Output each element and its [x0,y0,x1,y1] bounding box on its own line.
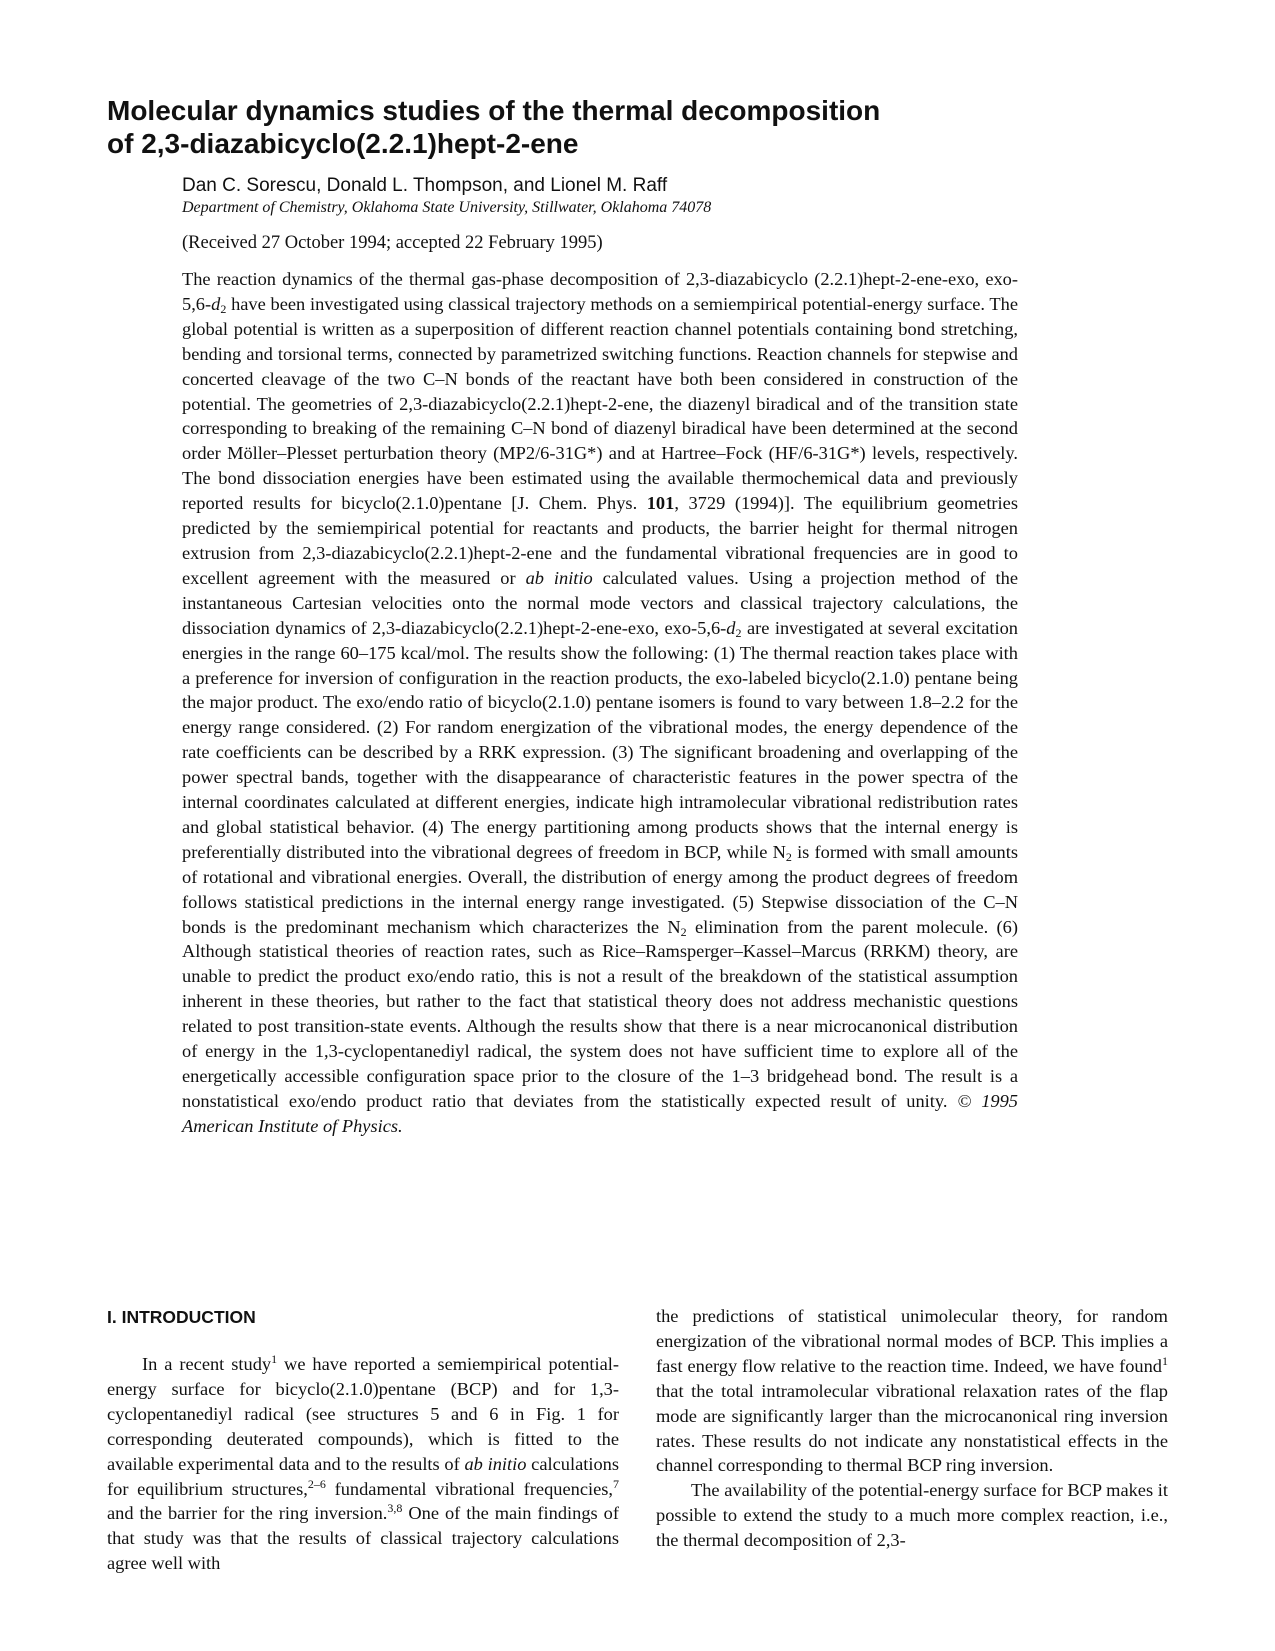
abstract-text: elimination from the parent molecule. (6) Although statistical theories of reaction rates, such as Rice–Ramsperger–Kassel–Marcus (RRKM) theory, are unable to predict the product exo/endo ratio, this is not a result of the breakdown of the statistical assumption inherent in these theories, but rather to the fact that statistical theory does not address mechanistic questions related to post transition-state events. Although the results show that there is a near microcanonical distribution of energy in the 1,3-cyclopentanediyl radical, the system does not have sufficient time to explore all of the energetically accessible configuration space prior to the closure of the 1–3 bridgehead bond. The result is a nonstatistical exo/endo product ratio that deviates from the statistically expected result of unity. [182,916,1018,1111]
abstract-italic-d: d [211,293,221,314]
abstract-volume: 101 [646,493,675,514]
body-text: that the total intramolecular vibrational relaxation rates of the flap mode are significantly larger than the microcanonical ring inversion rates. These results do not indicate any nonstatistical effects in the channel corresponding to thermal BCP ring inversion. [656,1380,1168,1476]
intro-paragraph-continued [656,1304,1168,1478]
abstract-subscript: 2 [220,301,227,316]
section-heading: I. INTRODUCTION [107,1307,256,1327]
title-line-2: of 2,3-diazabicyclo(2.2.1)hept-2-ene [107,128,579,159]
body-text: the predictions of statistical unimolecular theory, for random energization of the vibrational normal modes of BCP. This implies a fast energy flow relative to the reaction time. Indeed, we have found [656,1306,1168,1376]
citation-ref: 2–6 [307,1476,326,1491]
abstract-text: are investigated at several excitation energies in the range 60–175 kcal/mol. The results show the following: (1) The thermal reaction takes place with a preference for inversion of configuration in the reaction products, the exo-labeled bicyclo(2.1.0) pentane being the major product. The exo/endo ratio of bicyclo(2.1.0) pentane isomers is found to vary between 1.8–2.2 for the energy range considered. (2) For random energization of the vibrational modes, the energy dependence of the rate coefficients can be described by a RRK expression. (3) The significant broadening and overlapping of the power spectral bands, together with the disappearance of characteristic features in the power spectra of the internal coordinates calculated at different energies, indicate high intramolecular vibrational redistribution rates and global statistical behavior. (4) The energy partitioning among products shows that the internal energy is preferentially distributed into the vibrational degrees of freedom in BCP, while N [182,617,1018,862]
abstract-subscript: 2 [735,625,742,640]
body-text: One of the main findings of that study was that the results of classical trajectory calculations agree well with [107,1503,620,1574]
affiliation: Department of Chemistry, Oklahoma State University, Stillwater, Oklahoma 74078 [182,199,712,216]
copyright-notice: © 1995 American Institute of Physics. [182,1090,1018,1136]
intro-paragraph: The availability of the potential-energy surface for BCP makes it possible to extend the study to a much more complex reaction, i.e., the thermal decomposition of 2,3- [656,1480,1168,1551]
abstract-text: The reaction dynamics of the thermal gas-phase decomposition of 2,3-diazabicyclo (2.2.1)hept-2-ene-exo, exo-5,6- [182,269,1018,314]
abstract-text: , 3729 (1994)]. The equilibrium geometries predicted by the semiempirical potential for reactants and products, the barrier height for thermal nitrogen extrusion from 2,3-diazabicyclo(2.2.1)hept-2-ene and the fundamental vibrational frequencies are in good to excellent agreement with the measured or [182,493,1018,588]
abstract-text: calculated values. Using a projection method of the instantaneous Cartesian velocities onto the normal mode vectors and classical trajectory calculations, the dissociation dynamics of 2,3-diazabicyclo(2.2.1)hept-2-ene-exo, exo-5,6- [182,567,1018,638]
intro-right-column [656,1304,1168,1553]
author-list: Dan C. Sorescu, Donald L. Thompson, and Lionel M. Raff [182,175,668,196]
received-date: (Received 27 October 1994; accepted 22 February 1995) [182,233,603,253]
body-text: calculations for equilibrium structures, [107,1453,619,1499]
intro-left-column [107,1352,619,1576]
abstract-subscript: 2 [680,924,687,939]
body-text: In a recent study [142,1354,272,1374]
paper-title [107,94,1007,160]
body-text: fundamental vibrational frequencies, [325,1478,614,1499]
abstract [182,267,1018,1139]
citation-ref: 7 [613,1476,620,1491]
body-text: we have reported a semiempirical potential-energy surface for bicyclo(2.1.0)pentane (BCP) and for 1,3-cyclopentanediyl radical (see structures 5 and 6 in Fig. 1 for corresponding deuterated compounds), which is fitted to the available experimental data and to the results of [107,1354,620,1474]
abstract-italic-d: d [726,617,736,638]
abstract-subscript: 2 [785,849,792,864]
citation-ref: 3,8 [387,1501,403,1516]
abstract-text: is formed with small amounts of rotational and vibrational energies. Overall, the distribution of energy among the product degrees of freedom follows statistical predictions in the internal energy range investigated. (5) Stepwise dissociation of the C–N bonds is the predominant mechanism which characterizes the N [182,841,1018,937]
citation-ref: 1 [1162,1353,1168,1368]
abstract-italic: ab initio [525,567,593,588]
body-italic: ab initio [464,1453,527,1474]
title-line-1: Molecular dynamics studies of the thermal decomposition [107,95,881,126]
body-text: and the barrier for the ring inversion. [107,1503,388,1524]
citation-ref: 1 [271,1352,278,1366]
intro-paragraph [107,1352,619,1576]
abstract-text: have been investigated using classical trajectory methods on a semiempirical potential-energy surface. The global potential is written as a superposition of different reaction channel potentials containing bond stretching, bending and torsional terms, connected by parametrized switching functions. Reaction channels for stepwise and concerted cleavage of the two C–N bonds of the reactant have both been considered in construction of the potential. The geometries of 2,3-diazabicyclo(2.2.1)hept-2-ene, the diazenyl biradical and of the transition state corresponding to breaking of the remaining C–N bond of diazenyl biradical have been determined at the second order Möller–Plesset perturbation theory (MP2/6-31G*) and at Hartree–Fock (HF/6-31G*) levels, respectively. The bond dissociation energies have been estimated using the available thermochemical data and previously reported results for bicyclo(2.1.0)pentane [J. Chem. Phys. [182,293,1018,514]
